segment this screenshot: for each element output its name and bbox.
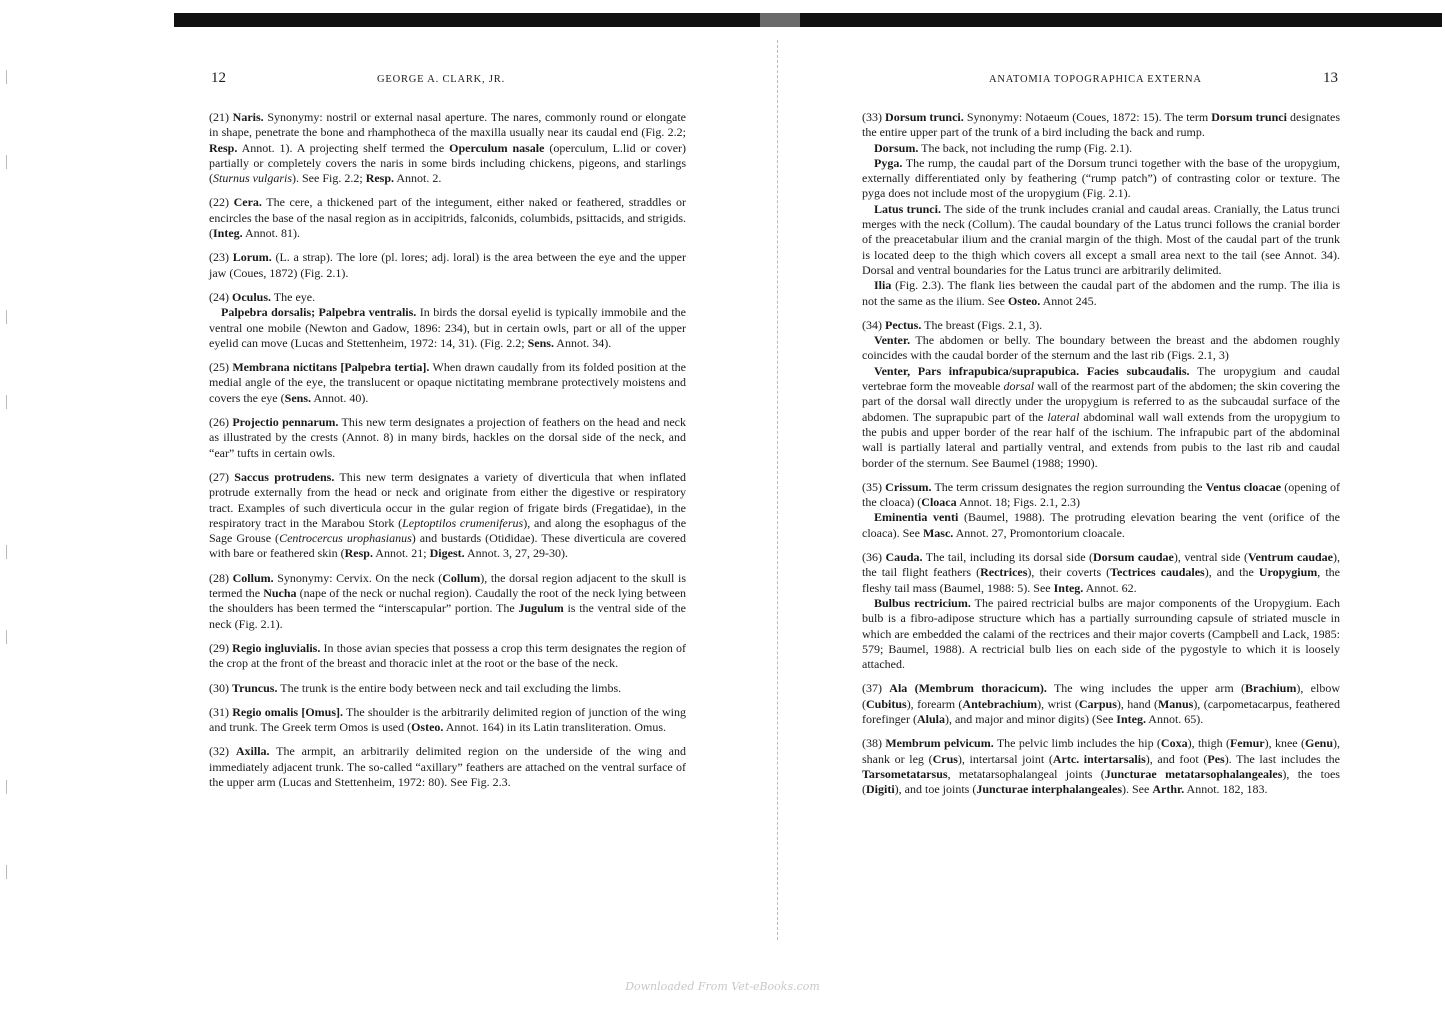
term-bold: Cera. — [233, 195, 262, 210]
annotation-entry-35 — [862, 480, 1340, 541]
text-run: In birds the dorsal eyelid is typically immobile and the ventral one mobile (Newton and Gadow, 1896: 234), but in certain owls, part or all of the upper eyelid can move (Lucas and Stettenheim, 1972: 14, 31). (Fig. 2.2; — [209, 305, 686, 350]
term-bold: Eminentia venti — [874, 510, 959, 525]
text-run: (33) — [862, 110, 886, 124]
text-run: Annot. 65). — [1145, 711, 1204, 726]
term-italic: lateral — [1047, 409, 1080, 424]
term-bold: Cubitus — [866, 696, 907, 711]
text-run: (30) — [209, 680, 232, 695]
term-bold: Membrum pelvicum. — [885, 736, 994, 751]
term-bold: Ventrum caudae — [1247, 550, 1333, 565]
text-run: (24) — [209, 289, 232, 304]
running-head: ANATOMIA TOPOGRAPHICA EXTERNA — [989, 74, 1202, 85]
text-run: The breast (Figs. 2.1, 3). — [921, 317, 1043, 332]
term-bold: Juncturae metatarsophalangeales — [1104, 766, 1283, 781]
text-run: When drawn caudally from its folded position at the medial angle of the eye, the translucent or opaque nictitating membrane protectively moistens and covers the eye ( — [209, 360, 687, 405]
term-bold: Digest. — [429, 546, 465, 561]
text-run: The back, not including the rump (Fig. 2.1). — [918, 140, 1133, 155]
annotation-paragraph — [862, 333, 1340, 364]
annotation-entry-28 — [209, 571, 686, 632]
text-run: (36) — [862, 550, 886, 565]
text-run: ), shank or leg ( — [862, 736, 1340, 766]
text-run: ), thigh ( — [1187, 736, 1230, 751]
running-head: GEORGE A. CLARK, JR. — [377, 74, 506, 85]
text-run: The tail, including its dorsal side ( — [922, 550, 1094, 565]
annotation-paragraph — [209, 360, 686, 406]
term-bold: Genu — [1304, 736, 1333, 751]
term-bold: Membrana nictitans [Palpebra tertia]. — [232, 360, 430, 375]
text-run: The eye. — [271, 289, 316, 304]
annotation-paragraph — [209, 290, 686, 305]
term-bold: Regio omalis [Omus]. — [232, 704, 343, 719]
term-bold: Operculum nasale — [449, 140, 545, 155]
term-italic: Centrocercus urophasianus — [279, 531, 412, 546]
term-bold: Osteo. — [1007, 293, 1041, 308]
text-run: ), ventral side ( — [1173, 550, 1248, 565]
annotation-paragraph — [209, 571, 686, 632]
annotation-paragraph — [209, 195, 686, 241]
text-run: (27) — [209, 469, 235, 484]
term-bold: Axilla. — [235, 744, 270, 759]
text-run: Annot. 3, 27, 29-30). — [464, 546, 568, 561]
text-run: The uropygium and caudal vertebrae form the moveable — [862, 363, 1340, 394]
term-bold: Uropygium — [1258, 565, 1318, 580]
term-bold: Saccus protrudens. — [234, 469, 335, 484]
annotation-paragraph — [862, 110, 1340, 141]
text-run: (31) — [209, 704, 233, 719]
term-bold: Juncturae interphalangeales — [976, 782, 1122, 797]
text-run: The side of the trunk includes cranial and caudal areas. Cranially, the Latus trunci merges with the neck (Collum). The caudal boundary of the Latus trunci follows the cranial border of the preacetabular ilium and the cranial margin of the thigh. Most of the caudal part of the trunk is located deep to the thigh which covers all except a small area next to the tail (see Annot. 34). Dorsal and ventral boundaries for the Latus trunci are arbitrarily delimited. — [862, 201, 1340, 277]
term-bold: Projectio pennarum. — [232, 415, 339, 430]
text-run: ), and foot ( — [1145, 751, 1208, 766]
term-bold: Integ. — [1053, 580, 1084, 595]
term-bold: Femur — [1229, 736, 1265, 751]
term-bold: Carpus — [1078, 696, 1117, 711]
term-bold: Masc. — [922, 525, 954, 540]
term-bold: Resp. — [209, 140, 238, 155]
page-header — [862, 70, 1340, 94]
annotation-paragraph — [209, 305, 686, 351]
text-run: This new term designates a variety of diverticula that when inflated protrude externally from the head or neck and originate from either the digestive or respiratory tract. Examples of such diverticula occur in the gular region of frigate birds (Fregatidae), in the respiratory tract in the Marabou Stork ( — [209, 469, 687, 530]
annotation-entry-34 — [862, 318, 1340, 471]
annotation-paragraph — [209, 250, 686, 281]
text-run: (21) — [209, 110, 233, 124]
annotation-paragraph — [862, 510, 1340, 541]
text-run: The term crissum designates the region surrounding the — [931, 479, 1206, 494]
text-run: , the fleshy tail mass (Baumel, 1988: 5). See — [862, 565, 1340, 595]
term-bold: Dorsum caudae — [1093, 550, 1174, 565]
annotation-paragraph — [862, 550, 1340, 596]
term-bold: Cauda. — [885, 550, 923, 565]
text-run: ) and bustards (Otididae). These diverticula are covered with bare or feathered skin ( — [209, 531, 687, 561]
text-run: ), elbow ( — [862, 681, 1340, 711]
term-bold: Venter, Pars infrapubica/suprapubica. Facies subcaudalis. — [874, 363, 1190, 378]
text-run: ), intertarsal joint ( — [957, 751, 1053, 766]
annotation-paragraph — [862, 278, 1340, 309]
text-run: (38) — [862, 736, 886, 751]
annotation-entry-27 — [209, 470, 686, 562]
text-run: ). The last includes the — [1224, 751, 1340, 766]
term-bold: Pyga. — [874, 155, 903, 170]
term-bold: Pes — [1207, 751, 1225, 766]
text-run: This new term designates a projection of feathers on the head and neck as illustrated by the crests (Annot. 8) in many birds, hackles on the dorsal side of the neck, and “ear” tufts in certain owls. — [209, 415, 686, 460]
text-run: Annot. 164) in its Latin transliteration. Omus. — [443, 720, 667, 735]
text-run: designates the entire upper part of the trunk of a bird including the back and rump. — [862, 110, 1340, 140]
text-run: abdominal wall wall extends from the uropygium to the pubis and upper border of the rear half of the ischium. The infrapubic part of the abdominal wall is partially lateral and partially ventral, and extends from pubis to the last rib and caudal border of the sternum. See Baumel (1988; 1990). — [862, 409, 1340, 470]
term-bold: Manus — [1157, 696, 1194, 711]
text-run: ), their coverts ( — [1027, 565, 1111, 580]
text-run: ), wrist ( — [1037, 696, 1079, 711]
annotation-entry-25 — [209, 360, 686, 406]
annotation-paragraph — [862, 202, 1340, 278]
text-run: Synonymy: nostril or external nasal aperture. The nares, commonly round or elongate in shape, penetrate the bone and rhamphotheca of the maxilla usually near its caudal end (Fig. 2.2; — [209, 110, 686, 140]
text-run: (operculum, L.lid or cover) partially or completely covers the naris in some birds including chickens, pigeons, and starlings ( — [209, 140, 687, 186]
term-bold: Jugulum — [518, 601, 564, 616]
scan-top-border — [174, 13, 1442, 27]
term-bold: Collum. — [232, 570, 274, 585]
text-run: (Fig. 2.3). The flank lies between the caudal part of the abdomen and the rump. The ilia is not the same as the ilium. See — [862, 278, 1340, 308]
term-bold: Latus trunci. — [874, 201, 941, 216]
term-italic: Sturnus vulgaris — [213, 171, 293, 186]
text-run: Annot. 182, 183. — [1184, 782, 1268, 797]
watermark-footer: Downloaded From Vet-eBooks.com — [625, 980, 820, 993]
text-run: (opening of the cloaca) ( — [862, 479, 1341, 510]
term-bold: Sens. — [284, 390, 311, 405]
term-bold: Brachium — [1245, 681, 1297, 696]
annotation-entry-38 — [862, 736, 1340, 797]
term-bold: Digiti — [866, 782, 895, 797]
text-run: ), knee ( — [1264, 736, 1305, 751]
left-page — [209, 70, 686, 799]
text-run: (32) — [209, 744, 236, 759]
text-run: The trunk is the entire body between neck and tail excluding the limbs. — [277, 680, 622, 695]
annotation-entry-22 — [209, 195, 686, 241]
text-run: (25) — [209, 360, 233, 375]
term-bold: Osteo. — [411, 720, 444, 735]
right-page — [862, 70, 1340, 806]
term-bold: Artc. intertarsalis — [1052, 751, 1146, 766]
term-bold: Truncus. — [232, 680, 278, 695]
term-bold: Palpebra dorsalis; Palpebra ventralis. — [221, 305, 417, 320]
text-run: ), the dorsal region adjacent to the skull is termed the — [209, 570, 686, 601]
term-bold: Ventus cloacae — [1205, 479, 1282, 494]
annotation-paragraph — [862, 480, 1340, 511]
annotation-paragraph — [862, 156, 1340, 202]
text-run: Annot. 2. — [394, 171, 442, 186]
term-italic: Leptoptilos crumeniferus — [402, 515, 524, 530]
text-run: (26) — [209, 415, 233, 430]
text-run: Synonymy: Cervix. On the neck ( — [273, 570, 443, 585]
scan-margin-marks — [6, 60, 12, 960]
text-run: The shoulder is the arbitrarily delimited region of junction of the wing and trunk. The Greek term Omos is used ( — [209, 704, 687, 735]
text-run: Annot. 18; Figs. 2.1, 2.3) — [956, 495, 1080, 510]
term-bold: Ala (Membrum thoracicum). — [889, 681, 1047, 696]
term-bold: Tarsometatarsus — [862, 766, 948, 781]
annotation-paragraph — [862, 681, 1340, 727]
text-run: Annot. 40). — [310, 390, 369, 405]
term-bold: Nucha — [263, 586, 297, 601]
annotation-entry-32 — [209, 744, 686, 790]
text-run: (L. a strap). The lore (pl. lores; adj. loral) is the area between the eye and the upper jaw (Coues, 1872) (Fig. 2.1). — [209, 250, 686, 280]
term-bold: Pectus. — [885, 317, 922, 332]
text-run: ), the toes ( — [862, 766, 1340, 797]
text-run: wall of the rearmost part of the abdomen; the skin covering the part of the dorsal wall directly under the uropygium is referred to as the subcaudal surface of the abdomen. The suprapubic part of the — [862, 379, 1340, 424]
annotation-entry-29 — [209, 641, 686, 672]
text-run: Annot. 34). — [553, 335, 612, 350]
annotation-entry-24 — [209, 290, 686, 351]
text-run: Annot. 81). — [242, 226, 301, 241]
scan-artifact — [760, 13, 800, 27]
term-bold: Coxa — [1160, 736, 1188, 751]
text-run: Annot. 27, Promontorium cloacale. — [953, 525, 1125, 540]
term-bold: Integ. — [1116, 711, 1146, 726]
text-run: (28) — [209, 570, 233, 585]
page-number: 13 — [1323, 70, 1338, 86]
term-bold: Integ. — [213, 226, 243, 241]
term-bold: Venter. — [874, 333, 911, 348]
text-run: Annot. 62. — [1083, 580, 1137, 595]
text-run: ), and along the esophagus of the Sage Grouse ( — [209, 515, 687, 546]
annotation-entry-26 — [209, 415, 686, 461]
text-run: ). See Fig. 2.2; — [292, 171, 366, 186]
annotation-paragraph — [862, 736, 1340, 797]
annotation-entry-23 — [209, 250, 686, 281]
annotation-paragraph — [209, 744, 686, 790]
text-run: The rump, the caudal part of the Dorsum trunci together with the base of the uropygium, externally differentiated only by feathering (“rump patch”) of contrasting color or texture. The pyga does not include most of the uropygium (Fig. 2.1). — [862, 155, 1340, 201]
book-spine-gutter — [777, 40, 778, 940]
text-run: is the ventral side of the neck (Fig. 2.1). — [209, 601, 686, 631]
term-bold: Resp. — [344, 546, 373, 561]
annotation-paragraph — [209, 470, 686, 562]
term-bold: Arthr. — [1152, 782, 1185, 797]
text-run: Annot. 1). A projecting shelf termed the — [237, 140, 450, 155]
term-bold: Antebrachium — [962, 696, 1038, 711]
term-bold: Rectrices — [980, 565, 1028, 580]
text-run: The abdomen or belly. The boundary between the breast and the abdomen roughly coincides with the caudal border of the sternum and the last rib (Figs. 2.1, 3) — [862, 333, 1340, 363]
text-run: (29) — [209, 640, 233, 655]
text-run: ), forearm ( — [906, 696, 963, 711]
text-run: ), the tail flight feathers ( — [862, 550, 1340, 580]
text-run: The armpit, an arbitrarily delimited region on the underside of the wing and immediately adjacent trunk. The so-called “axillary” feathers are attached on the ventral surface of the upper arm (Lucas and Stettenheim, 1972: 80). See Fig. 2.3. — [209, 744, 686, 789]
annotation-paragraph — [209, 110, 686, 186]
text-run: Annot 245. — [1040, 293, 1097, 308]
annotation-paragraph — [862, 318, 1340, 333]
text-run: (23) — [209, 250, 233, 265]
term-bold: Oculus. — [232, 289, 272, 304]
annotation-entry-30 — [209, 681, 686, 696]
text-run: The pelvic limb includes the hip ( — [993, 736, 1161, 751]
text-run: , metatarsophalangeal joints ( — [947, 766, 1105, 781]
text-run: (nape of the neck or nuchal region). Caudally the root of the neck lying between the shoulders has been termed the “interscapular” portion. The — [209, 586, 686, 616]
text-run: Annot. 21; — [372, 546, 430, 561]
term-bold: Lorum. — [232, 250, 272, 265]
term-italic: dorsal — [1003, 379, 1035, 394]
term-bold: Alula — [916, 711, 945, 726]
page-body — [862, 110, 1340, 797]
text-run: ), hand ( — [1116, 696, 1158, 711]
annotation-paragraph — [862, 364, 1340, 471]
annotation-paragraph — [209, 641, 686, 672]
annotation-paragraph — [862, 596, 1340, 672]
term-bold: Ilia — [874, 278, 892, 293]
term-bold: Collum — [442, 570, 481, 585]
text-run: In those avian species that possess a crop this term designates the region of the crop at the front of the breast and thoracic inlet at the root or the base of the neck. — [209, 640, 686, 671]
annotation-paragraph — [209, 415, 686, 461]
text-run: ), and the — [1204, 565, 1259, 580]
term-bold: Regio ingluvialis. — [232, 640, 321, 655]
page-number: 12 — [211, 70, 226, 86]
page-header — [209, 70, 686, 94]
term-bold: Tectrices caudales — [1110, 565, 1205, 580]
text-run: (37) — [862, 681, 890, 696]
text-run: (Baumel, 1988). The protruding elevation bearing the vent (orifice of the cloaca). See — [862, 510, 1340, 540]
term-bold: Resp. — [365, 171, 395, 186]
term-bold: Dorsum trunci. — [885, 110, 964, 124]
annotation-entry-31 — [209, 705, 686, 736]
text-run: ), (carpometacarpus, feathered forefinger ( — [862, 696, 1340, 726]
term-bold: Crus — [932, 751, 958, 766]
annotation-entry-37 — [862, 681, 1340, 727]
annotation-entry-33 — [862, 110, 1340, 309]
text-run: The cere, a thickened part of the integument, either naked or feathered, straddles or encircles the base of the nasal region as in accipitrids, falconids, columbids, psittacids, and strigids. ( — [209, 195, 686, 241]
term-bold: Cloaca — [921, 495, 957, 510]
text-run: Synonymy: Notaeum (Coues, 1872: 15). The term — [963, 110, 1212, 124]
text-run: The wing includes the upper arm ( — [1046, 681, 1246, 696]
annotation-paragraph — [862, 141, 1340, 156]
text-run: (34) — [862, 317, 885, 332]
term-bold: Dorsum trunci — [1211, 110, 1287, 124]
text-run: (22) — [209, 195, 234, 210]
text-run: ), and toe joints ( — [894, 782, 977, 797]
text-run: (35) — [862, 479, 886, 494]
text-run: ). See — [1122, 782, 1153, 797]
annotation-paragraph — [209, 681, 686, 696]
term-bold: Sens. — [527, 335, 554, 350]
annotation-entry-36 — [862, 550, 1340, 672]
term-bold: Bulbus rectricium. — [874, 595, 971, 610]
annotation-entry-21 — [209, 110, 686, 186]
annotation-paragraph — [209, 705, 686, 736]
text-run: ), and major and minor digits) (See — [944, 711, 1117, 726]
term-bold: Crissum. — [885, 479, 932, 494]
page-body — [209, 110, 686, 790]
text-run: The paired rectricial bulbs are major components of the Uropygium. Each bulb is a fibro-adipose structure which has a partially surrounding capsule of striated muscle in which are embedded the calami of the rectrices and their major coverts (Campbell and Lack, 1985: 579; Baumel, 1988). A rectricial bulb lies on each side of the pygostyle to which it is loosely attached. — [862, 595, 1340, 672]
term-bold: Dorsum. — [874, 140, 919, 155]
term-bold: Naris. — [232, 110, 264, 124]
